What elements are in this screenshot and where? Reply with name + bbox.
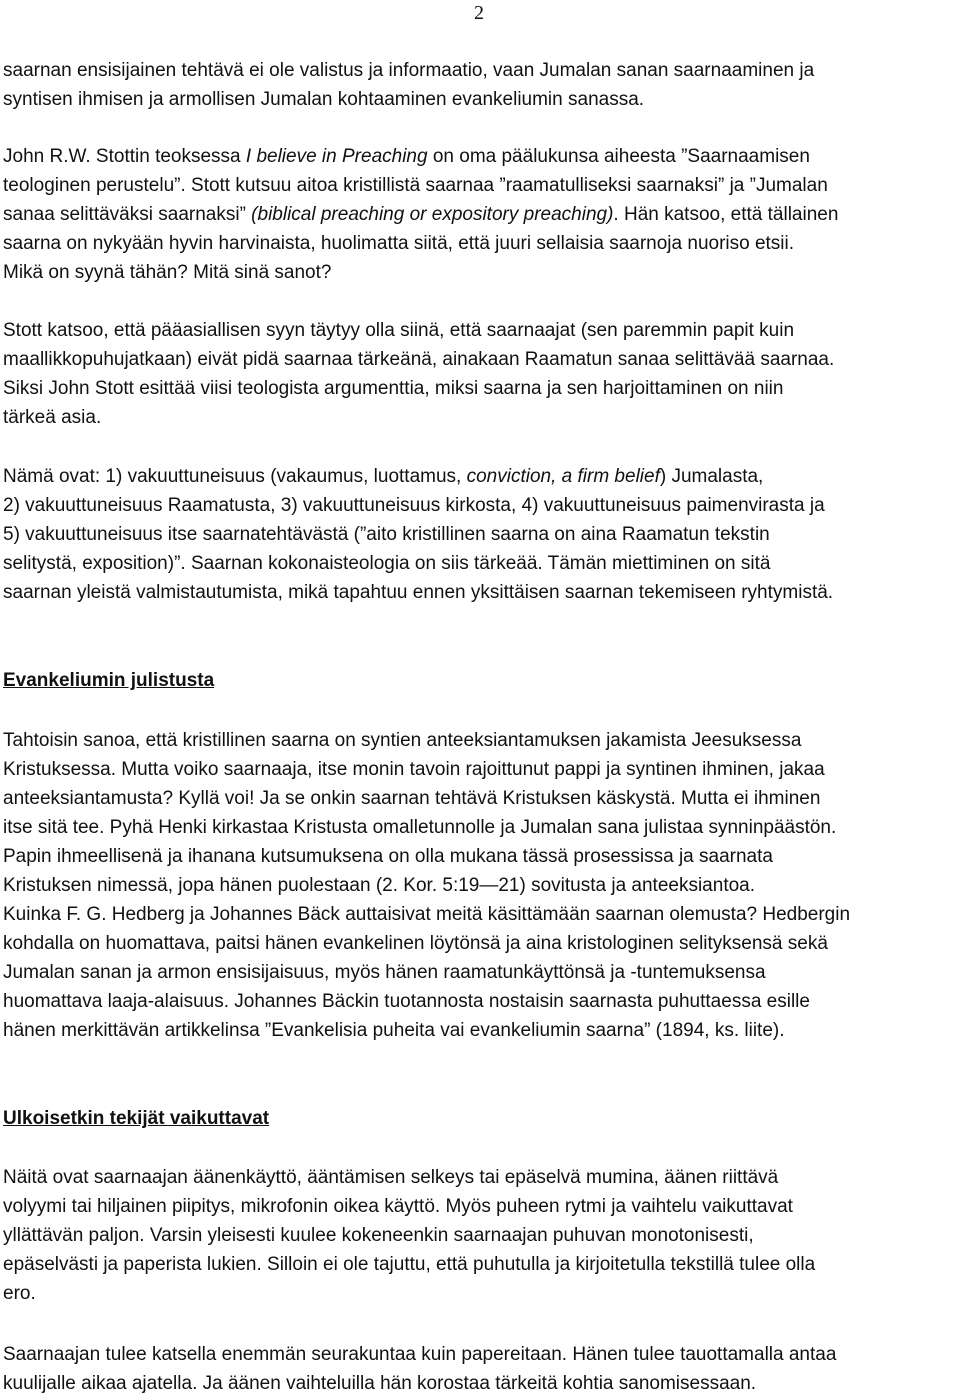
text-line: 5) vakuuttuneisuus itse saarnatehtävästä (”aito kristillinen saarna on aina Raamatun tekstin xyxy=(3,524,770,545)
text-line: saarnan yleistä valmistautumista, mikä tapahtuu ennen yksittäisen saarnan tekemiseen ryhtymistä. xyxy=(3,582,834,603)
text-line: kohdalla on huomattava, paitsi hänen evankelinen löytönsä ja aina kristologinen selityksensä sekä xyxy=(3,933,828,954)
text-line: Stott katsoo, että pääasiallisen syyn täytyy olla siinä, että saarnaajat (sen paremmin papit kuin xyxy=(3,320,795,341)
text-line: Tahtoisin sanoa, että kristillinen saarna on syntien anteeksiantamuksen jakamista Jeesuksessa xyxy=(3,730,802,751)
book-title: I believe in Preaching xyxy=(245,146,428,167)
text-line: ero. xyxy=(3,1283,36,1304)
paragraph-stott-preaching xyxy=(3,142,959,287)
text-line: Jumalan sanan ja armon ensisijaisuus, myös hänen raamatunkäyttönsä ja -tuntemuksensa xyxy=(3,962,766,983)
text-line: hänen merkittävän artikkelinsa ”Evankelisia puheita vai evankeliumin saarna” (1894, ks. liite). xyxy=(3,1020,785,1041)
page-number: 2 xyxy=(474,2,484,24)
paragraph-proclamation xyxy=(3,726,959,1045)
text-line: teologinen perustelu”. Stott kutsuu aitoa kristillistä saarnaa ”raamatulliseksi saarnaksi” ja ”Jumalan xyxy=(3,175,828,196)
text-line: Saarnaajan tulee katsella enemmän seurakuntaa kuin papereitaan. Hänen tulee tauottamalla antaa xyxy=(3,1344,837,1365)
text-line: maallikkopuhujatkaan) eivät pidä saarnaa tärkeänä, ainakaan Raamatun sanaa selittävää saarnaa. xyxy=(3,349,835,370)
text-line: Papin ihmeellisenä ja ihanana kutsumuksena on olla mukana tässä prosessissa ja saarnata xyxy=(3,846,773,867)
text-line: John R.W. Stottin teoksessa I believe in Preaching on oma päälukunsa aiheesta ”Saarnaamisen xyxy=(3,146,810,167)
text-line: Mikä on syynä tähän? Mitä sinä sanot? xyxy=(3,262,332,283)
text-line: tärkeä asia. xyxy=(3,407,102,428)
text-line: 2) vakuuttuneisuus Raamatusta, 3) vakuuttuneisuus kirkosta, 4) vakuuttuneisuus paimenvirasta ja xyxy=(3,495,825,516)
text-line: Kuinka F. G. Hedberg ja Johannes Bäck auttaisivat meitä käsittämään saarnan olemusta? Hedbergin xyxy=(3,904,851,925)
text-line: Näitä ovat saarnaajan äänenkäyttö, ääntämisen selkeys tai epäselvä mumina, äänen riittävä xyxy=(3,1167,779,1188)
text-line: Kristuksen nimessä, jopa hänen puolestaan (2. Kor. 5:19—21) sovitusta ja anteeksiantoa. xyxy=(3,875,756,896)
text-line: anteeksiantamusta? Kyllä voi! Ja se onkin saarnan tehtävä Kristuksen käskystä. Mutta ei ihminen xyxy=(3,788,821,809)
paragraph-intro xyxy=(3,56,959,114)
paragraph-arguments xyxy=(3,462,959,607)
section-heading-external-factors: Ulkoisetkin tekijät vaikuttavat xyxy=(3,1108,270,1129)
text-line: selitystä, exposition)”. Saarnan kokonaisteologia on siis tärkeää. Tämän miettiminen on sitä xyxy=(3,553,771,574)
text-line: kuulijalle aikaa ajatella. Ja äänen vaihteluilla hän korostaa tärkeitä kohtia sanomisessaan. xyxy=(3,1373,757,1394)
text-line: syntisen ihmisen ja armollisen Jumalan kohtaaminen evankeliumin sanassa. xyxy=(3,89,645,110)
text-line: Siksi John Stott esittää viisi teologista argumenttia, miksi saarna ja sen harjoittaminen on niin xyxy=(3,378,784,399)
section-heading-evangelium: Evankeliumin julistusta xyxy=(3,670,215,691)
english-term: conviction, a firm belief xyxy=(466,466,660,487)
text-line: Kristuksessa. Mutta voiko saarnaaja, itse monin tavoin rajoittunut pappi ja syntinen ihminen, jakaa xyxy=(3,759,825,780)
text-line: saarnan ensisijainen tehtävä ei ole valistus ja informaatio, vaan Jumalan sanan saarnaaminen ja xyxy=(3,60,815,81)
text-line: volyymi tai hiljainen piipitys, mikrofonin oikea käyttö. Myös puheen rytmi ja vaihtelu vaikuttavat xyxy=(3,1196,793,1217)
paragraph-voice-use xyxy=(3,1163,959,1308)
english-term: (biblical preaching or expository preaching) xyxy=(251,204,614,225)
paragraph-main-reason xyxy=(3,316,959,432)
text-line: Nämä ovat: 1) vakuuttuneisuus (vakaumus, luottamus, conviction, a firm belief) Jumalasta, xyxy=(3,466,764,487)
paragraph-eye-contact xyxy=(3,1340,959,1398)
text-line: sanaa selittäväksi saarnaksi” (biblical preaching or expository preaching). Hän katsoo, että tällainen xyxy=(3,204,839,225)
text-line: epäselvästi ja paperista lukien. Silloin ei ole tajuttu, että puhutulla ja kirjoitetulla tekstillä tulee olla xyxy=(3,1254,816,1275)
text-line: saarna on nykyään hyvin harvinaista, huolimatta siitä, että juuri sellaisia saarnoja nuoriso etsii. xyxy=(3,233,795,254)
text-line: itse sitä tee. Pyhä Henki kirkastaa Kristusta omalletunnolle ja Jumalan sana julistaa synninpäästön. xyxy=(3,817,837,838)
text-line: huomattava laaja-alaisuus. Johannes Bäckin tuotannosta nostaisin saarnasta puhuttaessa esille xyxy=(3,991,810,1012)
text-line: yllättävän paljon. Varsin yleisesti kuulee kokeneenkin saarnaajan puhuvan monotonisesti, xyxy=(3,1225,754,1246)
